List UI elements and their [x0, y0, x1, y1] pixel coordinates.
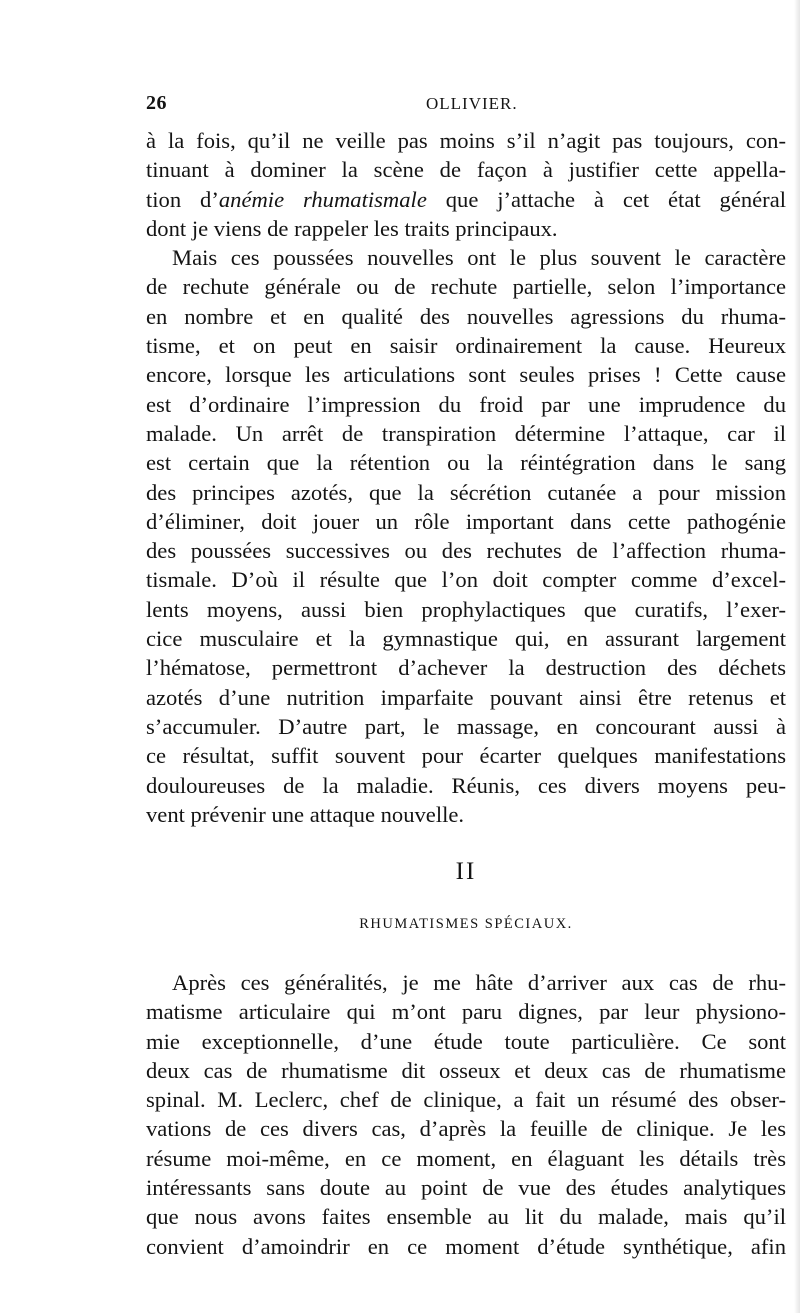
- text-line: azotés d’une nutrition imparfaite pouvant ainsi être retenus et: [146, 684, 786, 710]
- text-line: tismale. D’où il résulte que l’on doit compter comme d’excel-: [146, 567, 786, 593]
- page-header: [146, 92, 786, 122]
- text-line: s’accumuler. D’autre part, le massage, en concourant aussi à: [146, 713, 786, 739]
- running-head: OLLIVIER.: [426, 94, 518, 113]
- text-line: spinal. M. Leclerc, chef de clinique, a fait un résumé des obser-: [146, 1087, 786, 1113]
- text-line: [146, 185, 786, 214]
- paragraph-1: [146, 126, 786, 243]
- text-block-upper: [146, 126, 786, 829]
- text-line: deux cas de rhumatisme dit osseux et deux cas de rhumatisme: [146, 1057, 786, 1083]
- page-number: 26: [146, 92, 167, 114]
- text-line: tinuant à dominer la scène de façon à justifier cette appella-: [146, 157, 786, 183]
- text-block-lower: [146, 968, 786, 1261]
- text-line: douloureuses de la maladie. Réunis, ces divers moyens peu-: [146, 772, 786, 798]
- text-line: vent prévenir une attaque nouvelle.: [146, 801, 465, 827]
- text-line: dont je viens de rappeler les traits principaux.: [146, 215, 558, 241]
- text-line: de rechute générale ou de rechute partielle, selon l’importance: [146, 274, 786, 300]
- text-line-end: que j’attache à cet état général: [426, 186, 787, 212]
- text-line: Mais ces poussées nouvelles ont le plus souvent le caractère: [172, 245, 786, 271]
- paragraph-2: [146, 243, 786, 829]
- text-line: convient d’amoindrir en ce moment d’étude synthétique, afin: [146, 1233, 786, 1259]
- section-title: RHUMATISMES SPÉCIAUX.: [359, 916, 573, 932]
- text-line: encore, lorsque les articulations sont seules prises ! Cette cause: [146, 362, 786, 388]
- text-line: résume moi-même, en ce moment, en élaguant les détails très: [146, 1145, 786, 1171]
- page-edge-shadow: [794, 0, 800, 1313]
- text-line: matisme articulaire qui m’ont paru dignes, par leur physiono-: [146, 999, 786, 1025]
- text-line: l’hématose, permettront d’achever la destruction des déchets: [146, 655, 786, 681]
- text-line: ce résultat, suffit souvent pour écarter quelques manifestations: [146, 743, 786, 769]
- text-line: que nous avons faites ensemble au lit du malade, mais qu’il: [146, 1204, 786, 1230]
- text-line-start: tion d’: [146, 186, 219, 212]
- text-line: d’éliminer, doit jouer un rôle important dans cette pathogénie: [146, 508, 786, 534]
- text-line: en nombre et en qualité des nouvelles agressions du rhuma-: [146, 303, 786, 329]
- text-line: intéressants sans doute au point de vue des études analytiques: [146, 1175, 786, 1201]
- text-line: malade. Un arrêt de transpiration détermine l’attaque, car il: [146, 420, 786, 446]
- text-line: mie exceptionnelle, d’une étude toute particulière. Ce sont: [146, 1028, 786, 1054]
- text-line: des poussées successives ou des rechutes de l’affection rhuma-: [146, 538, 786, 564]
- text-line: lents moyens, aussi bien prophylactiques que curatifs, l’exer-: [146, 596, 786, 622]
- text-line: à la fois, qu’il ne veille pas moins s’il n’agit pas toujours, con-: [146, 128, 786, 153]
- text-line: vations de ces divers cas, d’après la feuille de clinique. Je les: [146, 1116, 786, 1142]
- text-line: cice musculaire et la gymnastique qui, en assurant largement: [146, 626, 786, 652]
- text-line: Après ces généralités, je me hâte d’arriver aux cas de rhu-: [172, 970, 786, 995]
- text-line: tisme, et on peut en saisir ordinairement la cause. Heureux: [146, 333, 786, 359]
- italic-term: anémie rhumatismale: [218, 186, 427, 212]
- paragraph-3: [146, 968, 786, 1261]
- text-line: des principes azotés, que la sécrétion cutanée a pour mission: [146, 479, 786, 505]
- text-line: est d’ordinaire l’impression du froid par une imprudence du: [146, 391, 786, 417]
- section-numeral: II: [455, 858, 477, 885]
- text-line: est certain que la rétention ou la réintégration dans le sang: [146, 450, 786, 476]
